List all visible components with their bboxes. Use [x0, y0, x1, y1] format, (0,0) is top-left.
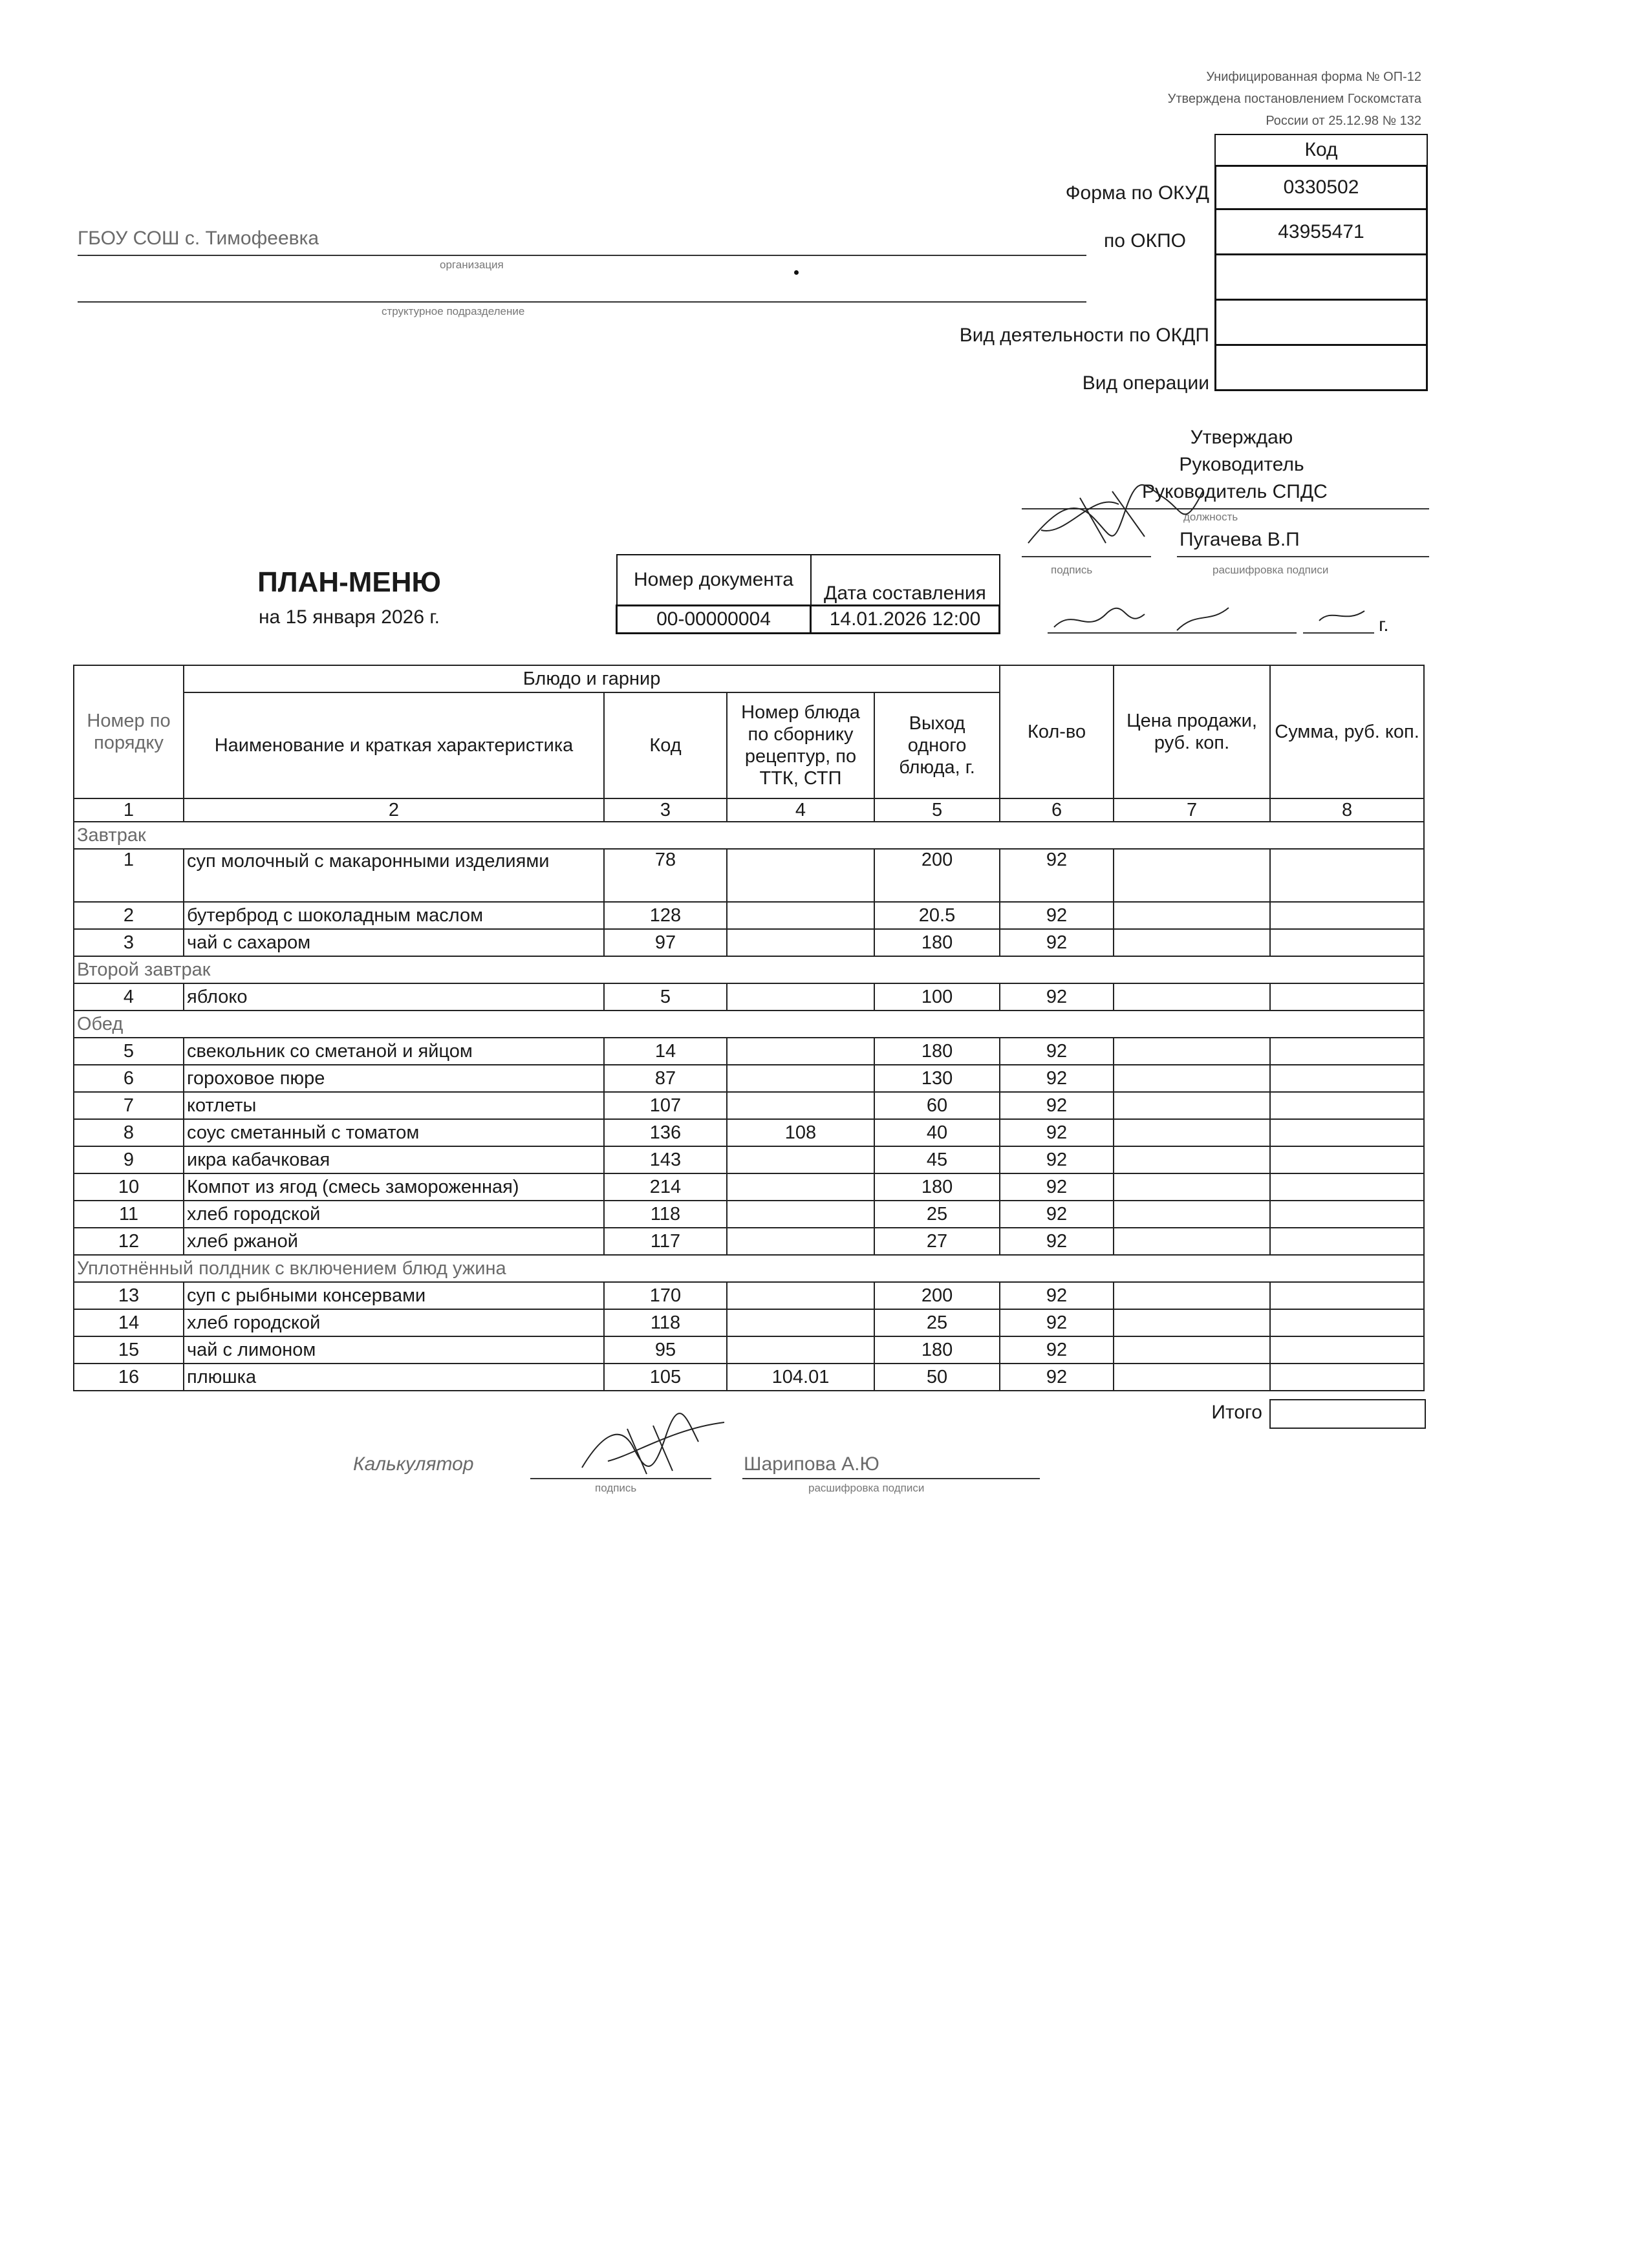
dish-price [1114, 1336, 1270, 1364]
row-number: 2 [74, 902, 184, 929]
dish-sum [1270, 1119, 1424, 1146]
dish-price [1114, 1038, 1270, 1065]
calculator-signature-caption: подпись [595, 1482, 637, 1494]
dish-code: 136 [604, 1119, 727, 1146]
table-row [74, 1364, 1424, 1391]
dish-code: 170 [604, 1282, 727, 1309]
date-signature [1048, 595, 1384, 640]
dot-mark [794, 270, 799, 275]
column-number-row [74, 798, 1424, 822]
dish-qty: 92 [1000, 929, 1114, 956]
row-number: 13 [74, 1282, 184, 1309]
table-row [74, 983, 1424, 1011]
table-row [74, 1309, 1424, 1336]
dish-code: 78 [604, 849, 727, 902]
row-number: 6 [74, 1065, 184, 1092]
okdp-value [1214, 301, 1428, 346]
dish-code: 107 [604, 1092, 727, 1119]
operation-value [1214, 346, 1428, 391]
dish-code: 128 [604, 902, 727, 929]
decree-date-line: России от 25.12.98 № 132 [1266, 114, 1421, 128]
approve-role: Руководитель [1179, 454, 1304, 475]
menu-date: на 15 января 2026 г. [258, 606, 440, 628]
dish-code: 117 [604, 1228, 727, 1255]
col-output-header: Выход одного блюда, г. [874, 692, 1000, 798]
section-row [74, 1255, 1424, 1282]
dish-price [1114, 1364, 1270, 1391]
dish-name: соус сметанный с томатом [184, 1119, 604, 1146]
code-header: Код [1214, 134, 1428, 165]
table-row [74, 1119, 1424, 1146]
table-row [74, 1336, 1424, 1364]
row-number: 12 [74, 1228, 184, 1255]
col-number: 8 [1270, 798, 1424, 822]
doc-date-value: 14.01.2026 12:00 [811, 605, 1000, 633]
dish-sum [1270, 1065, 1424, 1092]
row-number: 16 [74, 1364, 184, 1391]
row-number: 14 [74, 1309, 184, 1336]
page-title: ПЛАН-МЕНЮ [257, 566, 441, 598]
col-code-header: Код [604, 692, 727, 798]
dish-output: 40 [874, 1119, 1000, 1146]
year-suffix: г. [1379, 614, 1389, 636]
recipe-number [727, 1038, 874, 1065]
dish-output: 45 [874, 1146, 1000, 1173]
dish-price [1114, 1228, 1270, 1255]
section-title: Второй завтрак [74, 956, 1424, 983]
dish-output: 130 [874, 1065, 1000, 1092]
dish-code: 14 [604, 1038, 727, 1065]
dish-output: 180 [874, 1336, 1000, 1364]
okdp-label: Вид деятельности по ОКДП [959, 325, 1209, 346]
dish-sum [1270, 929, 1424, 956]
table-row [74, 1065, 1424, 1092]
dish-name: гороховое пюре [184, 1065, 604, 1092]
dish-qty: 92 [1000, 1309, 1114, 1336]
dish-output: 25 [874, 1309, 1000, 1336]
dish-sum [1270, 1228, 1424, 1255]
dish-output: 100 [874, 983, 1000, 1011]
dish-price [1114, 1146, 1270, 1173]
dish-output: 200 [874, 1282, 1000, 1309]
table-row [74, 929, 1424, 956]
table-row [74, 1038, 1424, 1065]
dish-qty: 92 [1000, 849, 1114, 902]
col-number: 3 [604, 798, 727, 822]
section-title: Уплотнённый полдник с включением блюд ужина [74, 1255, 1424, 1282]
dish-sum [1270, 1201, 1424, 1228]
table-row [74, 1228, 1424, 1255]
dish-sum [1270, 1092, 1424, 1119]
recipe-number [727, 1201, 874, 1228]
dish-qty: 92 [1000, 1038, 1114, 1065]
row-number: 1 [74, 849, 184, 902]
operation-label: Вид операции [1082, 372, 1209, 394]
signature-caption: подпись [1051, 564, 1093, 576]
total-value-box [1269, 1399, 1426, 1429]
calculator-name-line [742, 1478, 1040, 1479]
dish-name: хлеб городской [184, 1201, 604, 1228]
dish-price [1114, 983, 1270, 1011]
dish-sum [1270, 1364, 1424, 1391]
dish-price [1114, 1282, 1270, 1309]
recipe-number [727, 849, 874, 902]
col-group-header: Блюдо и гарнир [184, 665, 1000, 692]
dish-qty: 92 [1000, 1336, 1114, 1364]
col-qty-header: Кол-во [1000, 665, 1114, 798]
empty-code-cell [1214, 255, 1428, 301]
approver-name: Пугачева В.П [1180, 529, 1300, 550]
section-title: Обед [74, 1011, 1424, 1038]
dish-sum [1270, 983, 1424, 1011]
row-number: 8 [74, 1119, 184, 1146]
dish-name: хлеб ржаной [184, 1228, 604, 1255]
dish-qty: 92 [1000, 1065, 1114, 1092]
row-number: 5 [74, 1038, 184, 1065]
dish-sum [1270, 1038, 1424, 1065]
dish-qty: 92 [1000, 902, 1114, 929]
dish-code: 214 [604, 1173, 727, 1201]
calculator-signature [569, 1409, 737, 1487]
dish-qty: 92 [1000, 1282, 1114, 1309]
dish-sum [1270, 1173, 1424, 1201]
department-line [78, 301, 1086, 303]
dish-qty: 92 [1000, 1173, 1114, 1201]
dish-qty: 92 [1000, 1146, 1114, 1173]
dish-name: суп с рыбными консервами [184, 1282, 604, 1309]
row-number: 7 [74, 1092, 184, 1119]
calculator-label: Калькулятор [353, 1453, 474, 1475]
dish-name: свекольник со сметаной и яйцом [184, 1038, 604, 1065]
dish-code: 118 [604, 1309, 727, 1336]
dish-code: 118 [604, 1201, 727, 1228]
dish-code: 5 [604, 983, 727, 1011]
menu-table [73, 665, 1425, 1391]
col-number: 5 [874, 798, 1000, 822]
col-order-header: Номер по порядку [74, 665, 184, 798]
col-recipe-header: Номер блюда по сборнику рецептур, по ТТК, СТП [727, 692, 874, 798]
row-number: 11 [74, 1201, 184, 1228]
dish-qty: 92 [1000, 1092, 1114, 1119]
dish-code: 105 [604, 1364, 727, 1391]
table-row [74, 1146, 1424, 1173]
recipe-number: 104.01 [727, 1364, 874, 1391]
table-row [74, 1282, 1424, 1309]
dish-code: 97 [604, 929, 727, 956]
recipe-number [727, 1092, 874, 1119]
row-number: 9 [74, 1146, 184, 1173]
dish-name: котлеты [184, 1092, 604, 1119]
approve-text: Утверждаю [1190, 427, 1293, 448]
dish-price [1114, 929, 1270, 956]
calculator-name-caption: расшифровка подписи [808, 1482, 925, 1494]
dish-output: 25 [874, 1201, 1000, 1228]
dish-price [1114, 1201, 1270, 1228]
position-caption: должность [1183, 511, 1238, 523]
recipe-number [727, 1065, 874, 1092]
col-sum-header: Сумма, руб. коп. [1270, 665, 1424, 798]
doc-date-label: Дата составления [811, 555, 1000, 605]
document-number-table [616, 554, 1000, 634]
organization-name: ГБОУ СОШ с. Тимофеевка [78, 228, 319, 249]
name-line [1177, 556, 1429, 557]
okud-value: 0330502 [1214, 165, 1428, 210]
dish-sum [1270, 849, 1424, 902]
recipe-number [727, 902, 874, 929]
doc-number-value: 00-00000004 [617, 605, 811, 633]
table-row [74, 902, 1424, 929]
calculator-name: Шарипова А.Ю [744, 1453, 879, 1475]
dish-output: 27 [874, 1228, 1000, 1255]
form-name: Унифицированная форма № ОП-12 [1206, 70, 1421, 84]
dish-output: 60 [874, 1092, 1000, 1119]
dish-name: чай с сахаром [184, 929, 604, 956]
recipe-number [727, 1173, 874, 1201]
dish-output: 180 [874, 929, 1000, 956]
col-number: 1 [74, 798, 184, 822]
dish-output: 180 [874, 1173, 1000, 1201]
approved-line: Утверждена постановлением Госкомстата [1167, 92, 1421, 106]
dish-price [1114, 1173, 1270, 1201]
col-number: 2 [184, 798, 604, 822]
table-row [74, 849, 1424, 902]
col-name-header: Наименование и краткая характеристика [184, 692, 604, 798]
dish-sum [1270, 1146, 1424, 1173]
okpo-value: 43955471 [1214, 210, 1428, 255]
row-number: 15 [74, 1336, 184, 1364]
organization-caption: организация [440, 259, 504, 271]
dish-name: хлеб городской [184, 1309, 604, 1336]
okpo-label: по ОКПО [1104, 230, 1186, 251]
recipe-number [727, 1228, 874, 1255]
col-number: 7 [1114, 798, 1270, 822]
section-row [74, 822, 1424, 849]
dish-code: 95 [604, 1336, 727, 1364]
dish-name: бутерброд с шоколадным маслом [184, 902, 604, 929]
approve-position: Руководитель СПДС [1142, 481, 1328, 502]
recipe-number [727, 1336, 874, 1364]
row-number: 10 [74, 1173, 184, 1201]
dish-sum [1270, 1282, 1424, 1309]
dish-price [1114, 1092, 1270, 1119]
dish-price [1114, 902, 1270, 929]
dish-name: яблоко [184, 983, 604, 1011]
table-row [74, 1173, 1424, 1201]
dish-output: 180 [874, 1038, 1000, 1065]
dish-code: 87 [604, 1065, 727, 1092]
dish-sum [1270, 1336, 1424, 1364]
recipe-number [727, 1309, 874, 1336]
section-row [74, 1011, 1424, 1038]
dish-qty: 92 [1000, 1364, 1114, 1391]
recipe-number [727, 983, 874, 1011]
department-caption: структурное подразделение [382, 305, 525, 317]
code-box [1214, 134, 1428, 391]
dish-name: суп молочный с макаронными изделиями [184, 849, 604, 902]
dish-price [1114, 1065, 1270, 1092]
dish-output: 200 [874, 849, 1000, 902]
table-row [74, 1201, 1424, 1228]
table-row [74, 1092, 1424, 1119]
doc-number-label: Номер документа [617, 555, 811, 605]
dish-sum [1270, 1309, 1424, 1336]
dish-name: икра кабачковая [184, 1146, 604, 1173]
dish-price [1114, 849, 1270, 902]
col-number: 6 [1000, 798, 1114, 822]
dish-code: 143 [604, 1146, 727, 1173]
menu-body [74, 822, 1424, 1391]
row-number: 4 [74, 983, 184, 1011]
recipe-number: 108 [727, 1119, 874, 1146]
dish-qty: 92 [1000, 1119, 1114, 1146]
dish-price [1114, 1309, 1270, 1336]
organization-line [78, 255, 1086, 256]
approver-signature [1015, 472, 1209, 562]
dish-output: 50 [874, 1364, 1000, 1391]
dish-qty: 92 [1000, 1228, 1114, 1255]
dish-price [1114, 1119, 1270, 1146]
recipe-number [727, 1282, 874, 1309]
row-number: 3 [74, 929, 184, 956]
section-title: Завтрак [74, 822, 1424, 849]
section-row [74, 956, 1424, 983]
dish-qty: 92 [1000, 1201, 1114, 1228]
dish-output: 20.5 [874, 902, 1000, 929]
dish-name: Компот из ягод (смесь замороженная) [184, 1173, 604, 1201]
recipe-number [727, 929, 874, 956]
col-price-header: Цена продажи, руб. коп. [1114, 665, 1270, 798]
name-caption: расшифровка подписи [1212, 564, 1329, 576]
dish-name: чай с лимоном [184, 1336, 604, 1364]
okud-label: Форма по ОКУД [1065, 182, 1209, 204]
recipe-number [727, 1146, 874, 1173]
dish-qty: 92 [1000, 983, 1114, 1011]
col-number: 4 [727, 798, 874, 822]
dish-name: плюшка [184, 1364, 604, 1391]
dish-sum [1270, 902, 1424, 929]
total-label: Итого [1211, 1402, 1262, 1423]
